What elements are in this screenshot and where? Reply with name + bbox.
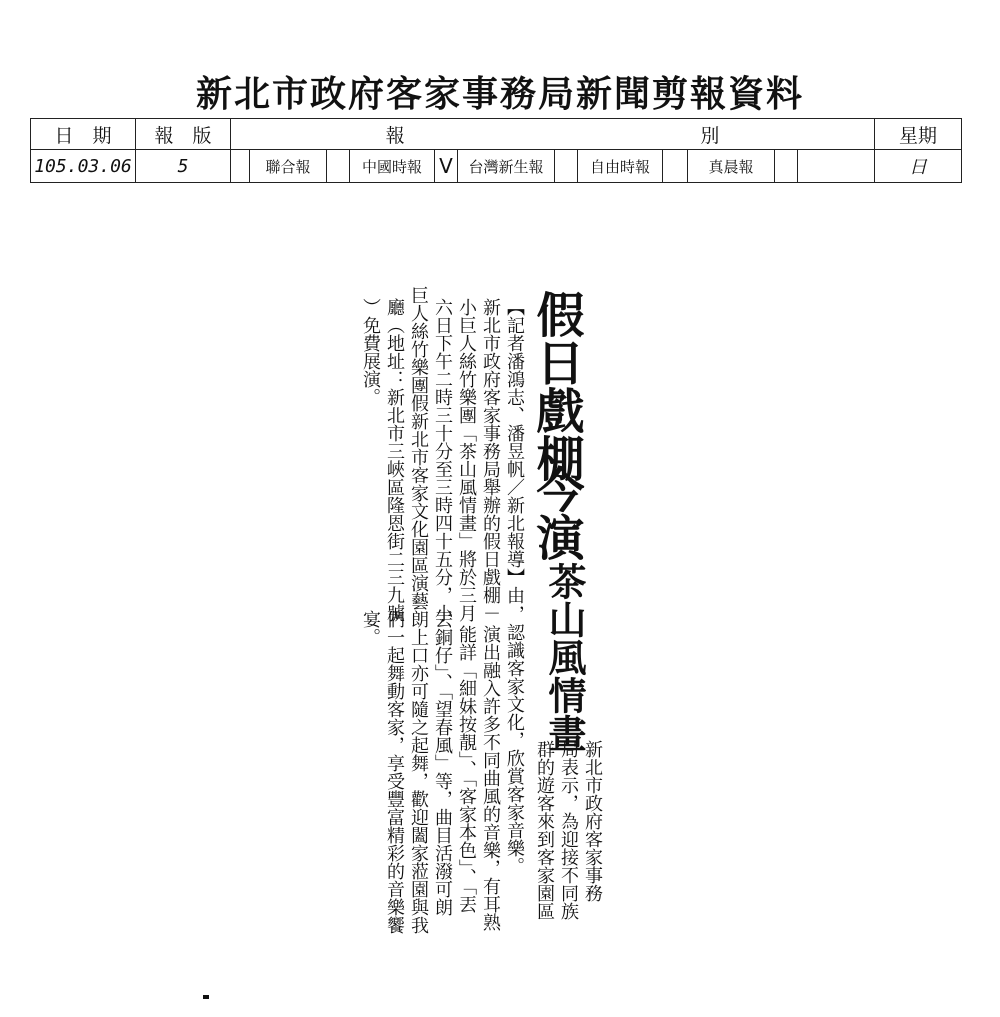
quote-line-7: 丟銅仔」、「望春風」等，曲目活潑可朗 [432, 610, 453, 916]
body-line-2: 新北市政府客家事務局舉辦的假日戲棚－ [480, 298, 501, 622]
paper-header [231, 119, 875, 150]
headline-part-a: 假日戲棚 [528, 290, 584, 482]
paper-spacer [231, 150, 250, 183]
paper-header-left: 報 [385, 124, 405, 147]
paper-zhenchen: 真晨報 [688, 150, 775, 183]
paper-header-right: 別 [700, 124, 720, 147]
date-header: 日 期 [31, 119, 136, 150]
body-line-6: 廳（地址：新北市三峽區隆恩街二三九號 [384, 298, 405, 622]
quote-line-3: 群的遊客來到客家園區 [534, 740, 555, 920]
paper-chinatimes-check: V [435, 150, 458, 183]
quote-line-8: 朗上口亦可隨之起舞，歡迎闔家蒞園與我 [408, 610, 429, 934]
quote-line-10: 宴。 [360, 610, 381, 646]
paper-tail [798, 150, 875, 183]
date-value: 105.03.06 [31, 150, 136, 183]
clipping-info-table [30, 118, 962, 183]
paper-udn-box [327, 150, 350, 183]
headline-part-b: 今演 [528, 465, 584, 561]
weekday-value: 日 [875, 150, 962, 183]
quote-line-9: 們一起舞動客家，享受豐富精彩的音樂饗 [384, 610, 405, 934]
quote-line-1: 新北市政府客家事務 [582, 740, 603, 902]
paper-tssd: 台灣新生報 [458, 150, 555, 183]
paper-udn: 聯合報 [250, 150, 327, 183]
body-line-1: 【記者潘鴻志、潘昱帆／新北報導】由 [504, 298, 525, 604]
body-line-4: 六日下午二時三十分至三時四十五分，小 [432, 298, 453, 622]
paper-ltn-box [663, 150, 688, 183]
body-line-5: 巨人絲竹樂團假新北市客家文化園區演藝 [408, 286, 429, 610]
paper-zhenchen-box [775, 150, 798, 183]
paper-tssd-box [555, 150, 578, 183]
quote-line-6: 能詳「細妹按靚」、「客家本色」、「丟 [456, 625, 477, 913]
headline-part-c: 茶山風情畫 [542, 562, 587, 752]
quote-line-5: 演出融入許多不同曲風的音樂，有耳熟 [480, 625, 501, 931]
body-line-7: ）免費展演。 [360, 298, 381, 406]
weekday-header: 星期 [875, 119, 962, 150]
edition-header: 報 版 [136, 119, 231, 150]
scan-speck [203, 995, 209, 999]
paper-ltn: 自由時報 [578, 150, 663, 183]
quote-line-4: ，認識客家文化，欣賞客家音樂。 [504, 605, 525, 875]
body-line-3: 小巨人絲竹樂團「茶山風情畫」將於三月 [456, 298, 477, 622]
page-title: 新北市政府客家事務局新聞剪報資料 [195, 73, 804, 115]
quote-line-2: 局表示，為迎接不同族 [558, 740, 579, 920]
paper-chinatimes: 中國時報 [350, 150, 435, 183]
edition-value: 5 [136, 150, 231, 183]
